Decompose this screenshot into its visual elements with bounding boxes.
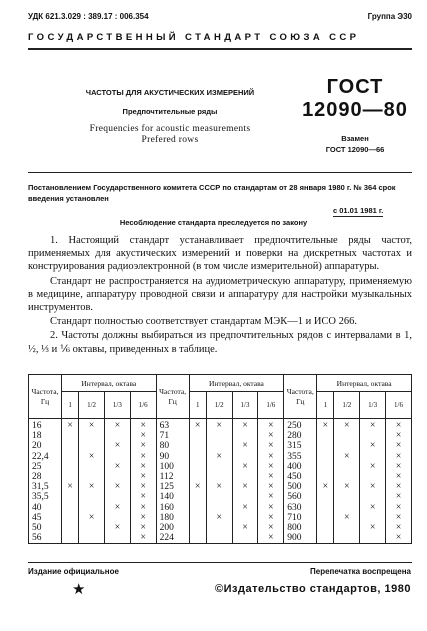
interval-marks [206,419,232,544]
frequency-value: 500 [287,482,302,493]
cross-mark-icon: × [268,491,274,503]
frequency-value: 710 [287,512,302,523]
cross-mark-icon: × [268,471,274,483]
freq-column-header: Частота, Гц [29,375,62,419]
paragraph-2: Стандарт не распространяется на аудиометрическую аппаратуру, применяемую в медицине, аппаратуру проводной связи и аппаратуру для настройки музыкальных инструментов. [28,275,412,314]
publisher-copyright: ©Издательство стандартов, 1980 [215,583,411,595]
cross-mark-icon: × [369,481,376,493]
empty-mark [317,533,333,543]
cross-mark-icon: × [216,481,223,493]
cross-mark-icon: × [369,460,376,472]
cross-mark-icon: × [268,511,274,523]
cross-mark-icon: × [114,481,121,493]
frequency-value: 200 [159,523,174,534]
frequency-values [156,419,189,544]
frequency-values [29,419,62,544]
paragraph-3: Стандарт полностью соответствует стандартам МЭК—1 и ИСО 266. [50,316,357,328]
cross-mark-icon: × [395,532,402,544]
empty-mark [207,533,232,543]
cross-mark-icon: × [140,440,147,452]
cross-mark-icon: × [114,420,121,431]
frequency-value: 35,5 [32,492,49,503]
cross-mark-icon: × [114,522,121,534]
interval-subheader: 1/2 [334,392,360,419]
interval-subheader: 1/3 [232,392,258,419]
cross-mark-icon: × [140,460,147,472]
freq-column-header: Частота, Гц [284,375,317,419]
cross-mark-icon: × [268,532,274,544]
frequency-value: 560 [287,492,302,503]
cross-mark-icon: × [322,420,329,431]
footer-rule [28,562,412,563]
title-ru: ЧАСТОТЫ ДЛЯ АКУСТИЧЕСКИХ ИЗМЕРЕНИЙ [85,88,255,97]
cross-mark-icon: × [140,522,147,534]
cross-mark-icon: × [140,471,147,483]
reprint-notice: Перепечатка воспрещена [310,567,411,576]
udk-code: УДК 621.3.029 : 389.17 : 006.354 [28,12,149,21]
empty-mark [334,533,359,543]
cross-mark-icon: × [395,440,402,452]
title-block [50,88,290,146]
cross-mark-icon: × [140,511,147,523]
empty-mark [79,533,104,543]
cross-mark-icon: × [268,440,274,452]
cross-mark-icon: × [242,420,248,431]
interval-column-header: Интервал, октава [317,375,412,392]
cross-mark-icon: × [322,481,329,493]
cross-mark-icon: × [268,430,274,442]
interval-marks [386,419,412,544]
cross-mark-icon: × [268,481,274,493]
group-code: Группа Э30 [367,12,412,21]
frequency-value: 630 [287,502,302,513]
cross-mark-icon: × [114,501,121,513]
decree-text: Постановлением Государственного комитета СССР по стандартам от 28 января 1980 г. № 364 срок введения установлен [28,183,396,203]
frequency-value: 224 [159,533,174,544]
cross-mark-icon: × [67,420,73,431]
cross-mark-icon: × [140,430,147,442]
frequency-value: 56 [32,533,42,544]
interval-subheader: 1 [62,392,79,419]
gost-number: 12090—80 [302,99,408,121]
frequency-value: 355 [287,451,302,462]
frequency-value: 20 [32,441,42,452]
frequency-value: 25 [32,461,42,472]
cross-mark-icon: × [395,481,402,493]
cross-mark-icon: × [395,450,402,462]
gost-block [300,76,410,154]
frequency-value: 80 [159,441,170,452]
cross-mark-icon: × [140,491,147,503]
frequency-value: 450 [287,472,302,483]
paragraph-1: 1. Настоящий стандарт устанавливает предпочтительные ряды частот, применяемых для акустических измерений и поверки на дискретных частотах и конструирования радиоэлектронной (в том числе измерительной) аппаратуры. [28,235,412,273]
cross-mark-icon: × [140,450,147,462]
interval-marks [104,419,130,544]
table-row [29,419,412,544]
frequency-value: 125 [159,482,174,493]
cross-mark-icon: × [268,450,274,462]
body-text [28,234,412,357]
title-en-line-2: Prefered rows [141,135,199,145]
frequency-value: 112 [159,472,174,483]
frequency-value: 28 [32,472,42,483]
cross-mark-icon: × [344,450,350,462]
cross-mark-icon: × [140,532,147,544]
frequency-value: 100 [159,461,174,472]
frequency-value: 22,4 [32,451,49,462]
title-en [50,124,290,146]
cross-mark-icon: × [88,420,95,431]
interval-marks [79,419,105,544]
frequency-value: 160 [159,502,174,513]
cross-mark-icon: × [268,420,274,431]
replace-value: ГОСТ 12090—66 [325,145,385,154]
interval-column-header: Интервал, октава [62,375,157,392]
cross-mark-icon: × [344,511,350,523]
frequency-value: 71 [159,431,170,442]
frequency-value: 315 [287,441,302,452]
cross-mark-icon: × [140,420,147,431]
frequency-value: 63 [159,421,170,431]
interval-subheader: 1/6 [258,392,284,419]
interval-marks [130,419,156,544]
gost-label: ГОСТ [326,76,384,98]
cross-mark-icon: × [140,501,147,513]
effective-date: с 01.01 1981 г. [333,206,384,215]
frequency-value: 280 [287,431,302,442]
interval-column-header: Интервал, октава [189,375,284,392]
cross-mark-icon: × [67,481,73,493]
freq-column-header: Частота, Гц [156,375,189,419]
frequency-value: 90 [159,451,170,462]
frequency-value: 16 [32,421,42,431]
empty-mark [105,533,130,543]
cross-mark-icon: × [114,440,121,452]
title-rule [28,172,412,173]
header-rule [28,48,412,50]
cross-mark-icon: × [88,511,95,523]
state-standard-title: ГОСУДАРСТВЕННЫЙ СТАНДАРТ СОЮЗА ССР [28,32,360,43]
cross-mark-icon: × [194,420,201,431]
empty-mark [190,533,206,543]
cross-mark-icon: × [140,481,147,493]
interval-subheader: 1/3 [104,392,130,419]
cross-mark-icon: × [395,501,402,513]
interval-marks [232,419,258,544]
interval-subheader: 1 [317,392,334,419]
frequency-value: 18 [32,431,42,442]
cross-mark-icon: × [88,481,95,493]
cross-mark-icon: × [242,481,248,493]
frequency-value: 45 [32,512,42,523]
frequency-value: 400 [287,461,302,472]
title-en-line-1: Frequencies for acoustic measurements [89,124,251,134]
subtitle-ru: Предпочтительные ряды [122,107,218,116]
empty-mark [62,533,78,543]
prohibition-notice: Несоблюдение стандарта преследуется по закону [119,218,308,227]
cross-mark-icon: × [344,420,350,431]
cross-mark-icon: × [369,420,376,431]
interval-subheader: 1/6 [130,392,156,419]
cross-mark-icon: × [242,501,248,513]
frequency-value: 800 [287,523,302,534]
interval-marks [258,419,284,544]
cross-mark-icon: × [242,440,248,452]
interval-marks [317,419,334,544]
frequency-value: 50 [32,523,42,534]
cross-mark-icon: × [395,491,402,503]
cross-mark-icon: × [216,420,223,431]
cross-mark-icon: × [395,460,402,472]
replace-label: Взамен [341,134,369,143]
interval-marks [62,419,79,544]
cross-mark-icon: × [268,522,274,534]
interval-marks [334,419,360,544]
cross-mark-icon: × [268,501,274,513]
cross-mark-icon: × [344,481,350,493]
interval-subheader: 1 [189,392,206,419]
interval-marks [189,419,206,544]
cross-mark-icon: × [194,481,201,493]
cross-mark-icon: × [395,511,402,523]
cross-mark-icon: × [114,460,121,472]
cross-mark-icon: × [242,522,248,534]
official-edition: Издание официальное [28,567,119,576]
frequency-value: 250 [287,421,302,431]
frequency-value: 140 [159,492,174,503]
empty-mark [360,533,385,543]
frequency-value: 900 [287,533,302,544]
cross-mark-icon: × [268,460,274,472]
cross-mark-icon: × [369,501,376,513]
frequency-table [28,374,412,544]
cross-mark-icon: × [395,522,402,534]
frequency-values [284,419,317,544]
interval-subheader: 1/3 [360,392,386,419]
interval-subheader: 1/2 [206,392,232,419]
star-icon: ★ [72,582,86,598]
frequency-value: 40 [32,502,42,513]
interval-subheader: 1/6 [386,392,412,419]
cross-mark-icon: × [369,522,376,534]
cross-mark-icon: × [395,420,402,431]
interval-marks [360,419,386,544]
cross-mark-icon: × [395,471,402,483]
frequency-value: 31,5 [32,482,49,493]
cross-mark-icon: × [242,460,248,472]
frequency-value: 180 [159,512,174,523]
paragraph-4: 2. Частоты должны выбираться из предпочтительных рядов с интервалами в 1, ½, ⅓ и ⅙ октавы, приведенных в таблице. [28,330,412,355]
empty-mark [233,533,258,543]
cross-mark-icon: × [88,450,95,462]
interval-subheader: 1/2 [79,392,105,419]
cross-mark-icon: × [216,450,223,462]
cross-mark-icon: × [395,430,402,442]
cross-mark-icon: × [216,511,223,523]
cross-mark-icon: × [369,440,376,452]
